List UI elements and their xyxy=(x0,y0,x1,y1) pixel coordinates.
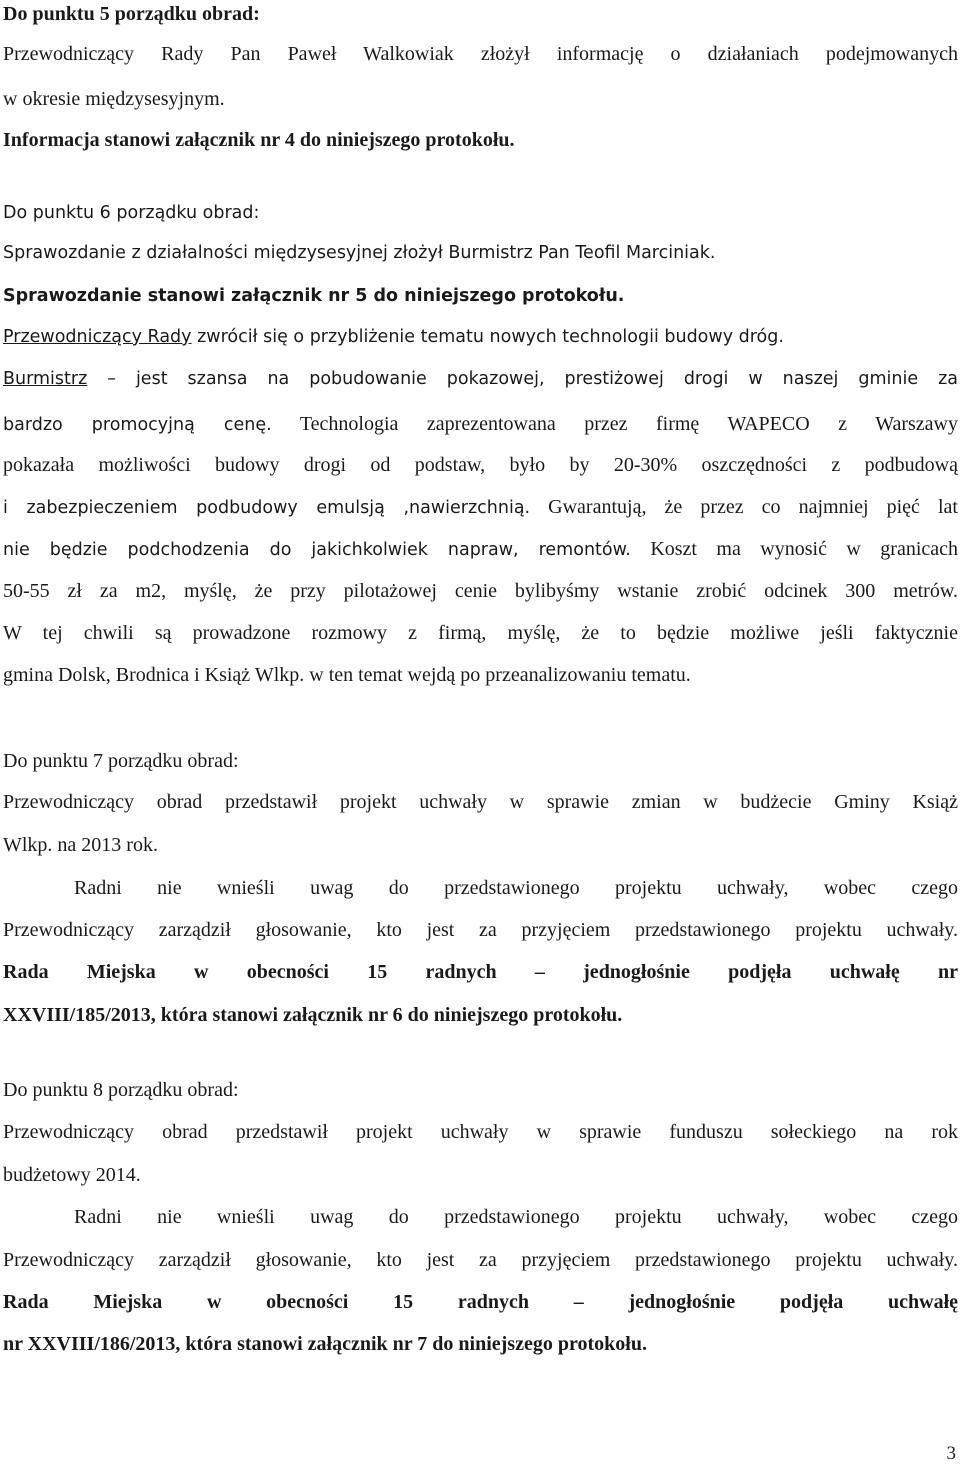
paragraph-line: Sprawozdanie stanowi załącznik nr 5 do niniejszego protokołu. xyxy=(3,286,625,306)
paragraph-line xyxy=(3,412,958,437)
resolution-line: Rada Miejska w obecności 15 radnych – jednogłośnie podjęła uchwałę nr xyxy=(3,961,958,983)
statement-text: Koszt ma wynosić w granicach xyxy=(630,538,959,560)
paragraph-line: Przewodniczący Rady Pan Paweł Walkowiak złożył informację o działaniach podejmowanych xyxy=(3,43,958,65)
resolution-line: Rada Miejska w obecności 15 radnych – jednogłośnie podjęła uchwałę xyxy=(3,1291,958,1313)
paragraph-line: Przewodniczący zarządził głosowanie, kto jest za przyjęciem przedstawionego projektu uchwały. xyxy=(3,1249,958,1271)
paragraph-line: gmina Dolsk, Brodnica i Książ Wlkp. w ten temat wejdą po przeanalizowaniu tematu. xyxy=(3,664,691,686)
paragraph-line: w okresie międzysesyjnym. xyxy=(3,88,225,110)
statement-text: zwrócił się o przybliżenie tematu nowych technologii budowy dróg. xyxy=(191,327,784,347)
paragraph-line: budżetowy 2014. xyxy=(3,1164,141,1186)
section-heading-5: Do punktu 5 porządku obrad: xyxy=(3,3,260,25)
resolution-line: nr XXVIII/186/2013, która stanowi załącznik nr 7 do niniejszego protokołu. xyxy=(3,1333,647,1355)
paragraph-line: 50-55 zł za m2, myślę, że przy pilotażowej cenie bylibyśmy wstanie zrobić odcinek 300 metrów. xyxy=(3,580,958,602)
paragraph-line xyxy=(3,367,958,391)
section-heading-6: Do punktu 6 porządku obrad: xyxy=(3,203,260,223)
statement-text: bardzo promocyjną cenę. xyxy=(3,415,272,435)
paragraph-line: Sprawozdanie z działalności międzysesyjnej złożył Burmistrz Pan Teofil Marciniak. xyxy=(3,243,716,263)
paragraph-line xyxy=(3,537,958,562)
speaker-chairman: Przewodniczący Rady xyxy=(3,327,192,347)
paragraph-line: W tej chwili są prowadzone rozmowy z firmą, myślę, że to będzie możliwe jeśli faktycznie xyxy=(3,622,958,644)
statement-text: – jest szansa na pobudowanie pokazowej, prestiżowej drogi w naszej gminie za xyxy=(87,369,958,389)
resolution-line: XXVIII/185/2013, która stanowi załącznik nr 6 do niniejszego protokołu. xyxy=(3,1004,623,1026)
speaker-mayor: Burmistrz xyxy=(3,369,88,389)
paragraph-line: Przewodniczący obrad przedstawił projekt uchwały w sprawie zmian w budżecie Gminy Książ xyxy=(3,791,958,813)
statement-text: Gwarantują, że przez co najmniej pięć lat xyxy=(530,496,958,518)
paragraph-line: Informacja stanowi załącznik nr 4 do niniejszego protokołu. xyxy=(3,129,515,151)
paragraph-line: Radni nie wnieśli uwag do przedstawionego projektu uchwały, wobec czego xyxy=(74,877,958,899)
page-number: 3 xyxy=(946,1443,956,1464)
paragraph-line: Przewodniczący zarządził głosowanie, kto jest za przyjęciem przedstawionego projektu uchwały. xyxy=(3,919,958,941)
section-heading-7: Do punktu 7 porządku obrad: xyxy=(3,750,239,772)
paragraph-line xyxy=(3,495,958,520)
paragraph-line: Radni nie wnieśli uwag do przedstawionego projektu uchwały, wobec czego xyxy=(74,1206,958,1228)
statement-text: i zabezpieczeniem podbudowy emulsją ,nawierzchnią. xyxy=(3,498,531,518)
section-heading-8: Do punktu 8 porządku obrad: xyxy=(3,1079,239,1101)
paragraph-line: pokazała możliwości budowy drogi od podstaw, było by 20-30% oszczędności z podbudową xyxy=(3,454,958,476)
paragraph-line xyxy=(3,325,958,349)
statement-text: Technologia zaprezentowana przez firmę WAPECO z Warszawy xyxy=(271,413,958,435)
statement-text: nie będzie podchodzenia do jakichkolwiek napraw, remontów. xyxy=(3,540,631,560)
paragraph-line: Przewodniczący obrad przedstawił projekt uchwały w sprawie funduszu sołeckiego na rok xyxy=(3,1121,958,1143)
paragraph-line: Wlkp. na 2013 rok. xyxy=(3,834,158,856)
